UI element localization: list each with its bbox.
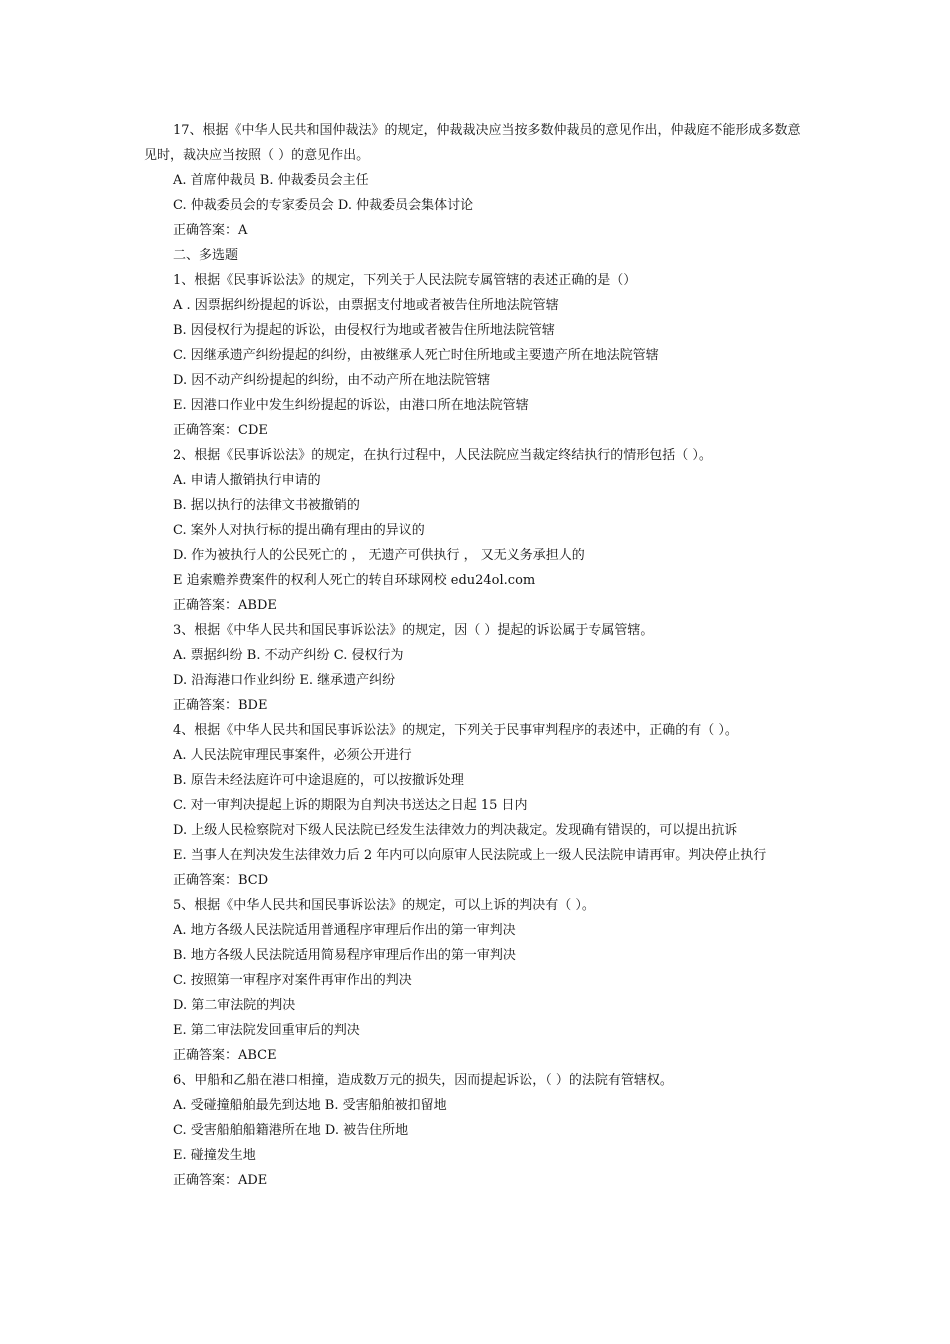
option-m5-c: C. 按照第一审程序对案件再审作出的判决 bbox=[173, 973, 412, 988]
option-m4-a: A. 人民法院审理民事案件，必须公开进行 bbox=[173, 748, 412, 763]
option-m2-a: A. 申请人撤销执行申请的 bbox=[173, 473, 321, 488]
question-m2: 2、根据《民事诉讼法》的规定，在执行过程中，人民法院应当裁定终结执行的情形包括（ ）。 bbox=[173, 448, 712, 463]
options-17-cd: C. 仲裁委员会的专家委员会 D. 仲裁委员会集体讨论 bbox=[173, 198, 474, 213]
option-m1-e: E. 因港口作业中发生纠纷提起的诉讼，由港口所在地法院管辖 bbox=[173, 398, 529, 413]
option-m1-b: B. 因侵权行为提起的诉讼，由侵权行为地或者被告住所地法院管辖 bbox=[173, 323, 555, 338]
option-m1-a: A . 因票据纠纷提起的诉讼，由票据支付地或者被告住所地法院管辖 bbox=[173, 298, 559, 313]
options-m3-de: D. 沿海港口作业纠纷 E. 继承遗产纠纷 bbox=[173, 673, 396, 688]
options-m3-abc: A. 票据纠纷 B. 不动产纠纷 C. 侵权行为 bbox=[173, 648, 404, 663]
answer-m5: 正确答案：ABCE bbox=[173, 1048, 277, 1063]
option-m5-d: D. 第二审法院的判决 bbox=[173, 998, 296, 1013]
question-m3: 3、根据《中华人民共和国民事诉讼法》的规定，因（ ）提起的诉讼属于专属管辖。 bbox=[173, 623, 654, 638]
option-m1-d: D. 因不动产纠纷提起的纠纷，由不动产所在地法院管辖 bbox=[173, 373, 491, 388]
question-m6: 6、甲船和乙船在港口相撞，造成数万元的损失，因而提起诉讼，（ ）的法院有管辖权。 bbox=[173, 1073, 673, 1088]
answer-m1: 正确答案：CDE bbox=[173, 423, 268, 438]
question-m1: 1、根据《民事诉讼法》的规定，下列关于人民法院专属管辖的表述正确的是（） bbox=[173, 273, 637, 288]
option-m4-e: E. 当事人在判决发生法律效力后 2 年内可以向原审人民法院或上一级人民法院申请再审。判决停止执行 bbox=[173, 848, 767, 863]
question-m5: 5、根据《中华人民共和国民事诉讼法》的规定，可以上诉的判决有（ ）。 bbox=[173, 898, 595, 913]
option-m5-a: A. 地方各级人民法院适用普通程序审理后作出的第一审判决 bbox=[173, 923, 516, 938]
option-m5-b: B. 地方各级人民法院适用简易程序审理后作出的第一审判决 bbox=[173, 948, 516, 963]
option-m4-b: B. 原告未经法庭许可中途退庭的，可以按撤诉处理 bbox=[173, 773, 464, 788]
answer-17: 正确答案：A bbox=[173, 223, 248, 238]
option-m1-c: C. 因继承遗产纠纷提起的纠纷，由被继承人死亡时住所地或主要遗产所在地法院管辖 bbox=[173, 348, 659, 363]
options-17-ab: A. 首席仲裁员 B. 仲裁委员会主任 bbox=[173, 173, 369, 188]
question-17: 17、根据《中华人民共和国仲裁法》的规定，仲裁裁决应当按多数仲裁员的意见作出，仲裁庭不能形成多数意见时，裁决应当按照（ ）的意见作出。 bbox=[144, 123, 801, 163]
option-m2-b: B. 据以执行的法律文书被撤销的 bbox=[173, 498, 360, 513]
option-m4-d: D. 上级人民检察院对下级人民法院已经发生法律效力的判决裁定。发现确有错误的，可以提出抗诉 bbox=[173, 823, 738, 838]
option-m2-c: C. 案外人对执行标的提出确有理由的异议的 bbox=[173, 523, 425, 538]
options-m6-cd: C. 受害船舶船籍港所在地 D. 被告住所地 bbox=[173, 1123, 409, 1138]
answer-m4: 正确答案：BCD bbox=[173, 873, 269, 888]
option-m5-e: E. 第二审法院发回重审后的判决 bbox=[173, 1023, 360, 1038]
options-m6-ab: A. 受碰撞船舶最先到达地 B. 受害船舶被扣留地 bbox=[173, 1098, 447, 1113]
option-m2-d: D. 作为被执行人的公民死亡的 ， 无遗产可供执行 ， 又无义务承担人的 bbox=[173, 548, 585, 563]
answer-m2: 正确答案：ABDE bbox=[173, 598, 277, 613]
section-heading-multiple-choice: 二、多选题 bbox=[173, 248, 239, 263]
option-m4-c: C. 对一审判决提起上诉的期限为自判决书送达之日起 15 日内 bbox=[173, 798, 528, 813]
document-body bbox=[144, 118, 804, 1193]
question-m4: 4、根据《中华人民共和国民事诉讼法》的规定，下列关于民事审判程序的表述中，正确的有（ ）。 bbox=[173, 723, 738, 738]
answer-m6: 正确答案：ADE bbox=[173, 1173, 268, 1188]
option-m2-e: E 追索赡养费案件的权利人死亡的转自环球网校 edu24ol.com bbox=[173, 573, 536, 588]
answer-m3: 正确答案：BDE bbox=[173, 698, 268, 713]
option-m6-e: E. 碰撞发生地 bbox=[173, 1148, 256, 1163]
